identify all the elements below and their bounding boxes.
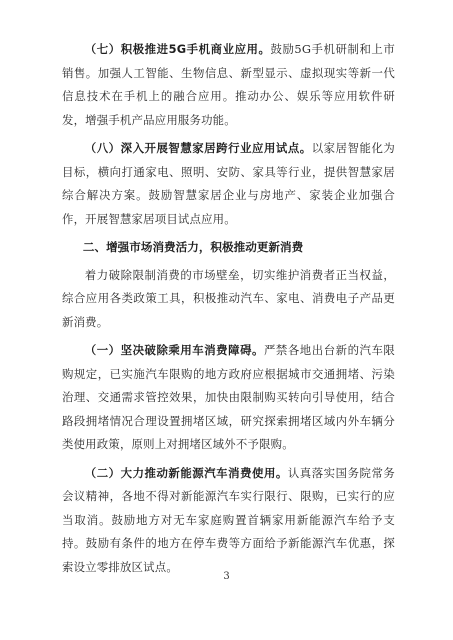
paragraph-new-energy-vehicles — [62, 462, 395, 580]
paragraph-car-restrictions — [62, 339, 395, 457]
item-heading: （一）坚决破除乘用车消费障碍。 — [84, 343, 264, 357]
paragraph-smart-home — [62, 137, 395, 231]
paragraph-section-intro — [62, 264, 395, 335]
page-number: 3 — [223, 571, 230, 582]
item-text: 着力破除限制消费的市场壁垒，切实维护消费者正当权益，综合应用各类政策工具，积极推动汽车、家电、消费电子产品更新消费。 — [62, 267, 395, 329]
section-heading: 二、增强市场消费活力，积极推动更新消费 — [82, 240, 304, 254]
paragraph-5g-phone — [62, 38, 395, 132]
item-text: 认真落实国务院常务会议精神，各地不得对新能源汽车实行限行、限购，已实行的应当取消。鼓励地方对无车家庭购置首辆家用新能源汽车给予支持。鼓励有条件的地方在停车费等方面给予新能源汽车优惠，探索设立零排放区试点。 — [62, 465, 395, 574]
item-text: 鼓励5G手机研制和上市销售。加强人工智能、生物信息、新型显示、虚拟现实等新一代信息技术在手机上的融合应用。推动办公、娱乐等应用软件研发，增强手机产品应用服务功能。 — [62, 42, 395, 127]
item-heading: （八）深入开展智慧家居跨行业应用试点。 — [84, 141, 312, 155]
document-body — [62, 38, 395, 584]
item-heading: （七）积极推进5G手机商业应用。 — [84, 42, 271, 56]
item-text: 以家居智能化为目标，横向打通家电、照明、安防、家具等行业，提供智慧家居综合解决方案。鼓励智慧家居企业与房地产、家装企业加强合作，开展智慧家居项目试点应用。 — [62, 141, 395, 226]
item-text: 严禁各地出台新的汽车限购规定，已实施汽车限购的地方政府应根据城市交通拥堵、污染治理、交通需求管控效果，加快由限制购买转向引导使用，结合路段拥堵情况合理设置拥堵区域，研究探索拥堵区域内外车辆分类使用政策，原则上对拥堵区域外不予限购。 — [62, 343, 395, 451]
item-heading: （二）大力推动新能源汽车消费使用。 — [84, 465, 288, 480]
